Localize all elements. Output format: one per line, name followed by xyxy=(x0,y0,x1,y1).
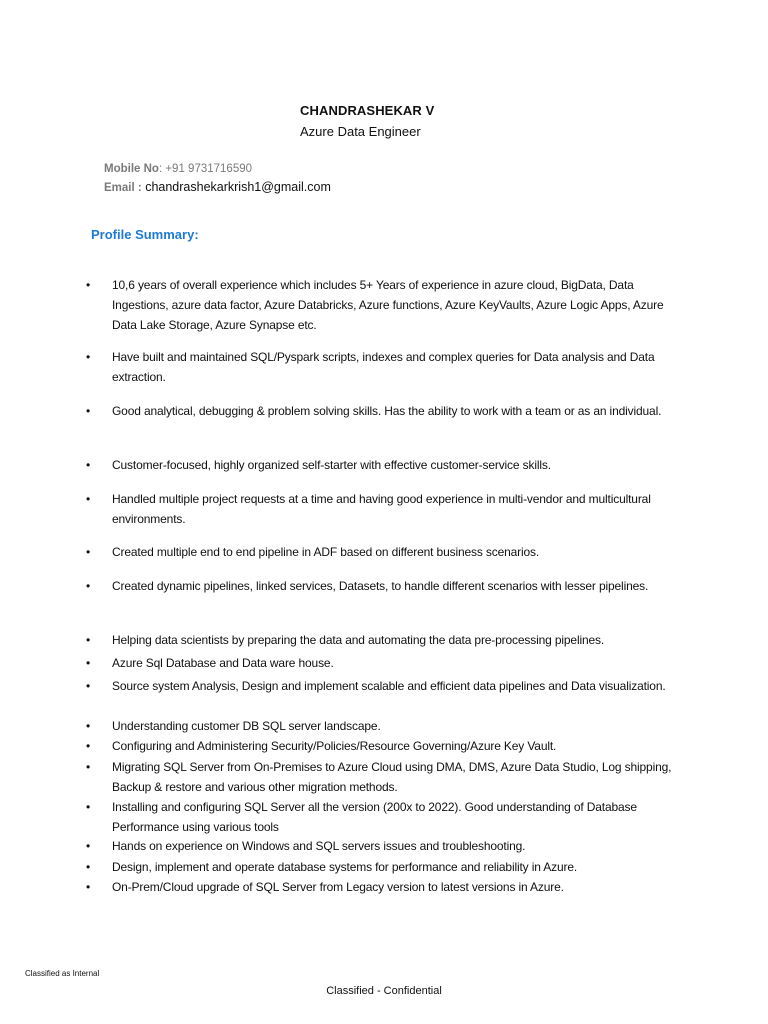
bullet-icon: • xyxy=(86,719,91,733)
list-item: • Source system Analysis, Design and implement scalable and efficient data pipelines and Data visualization. xyxy=(86,676,686,696)
list-item: • Have built and maintained SQL/Pyspark scripts, indexes and complex queries for Data analysis and Data extraction. xyxy=(86,347,686,387)
list-item: • 10,6 years of overall experience which includes 5+ Years of experience in azure cloud, BigData, Data Ingestions, azure data factor, Azure Databricks, Azure functions, Azure KeyVaults, Azure Logic Apps, Azure Data Lake Storage, Azure Synapse etc. xyxy=(86,275,686,335)
bullet-icon: • xyxy=(86,679,91,693)
bullet-icon: • xyxy=(86,739,91,753)
job-title: Azure Data Engineer xyxy=(300,124,421,139)
list-item: • Created multiple end to end pipeline in ADF based on different business scenarios. xyxy=(86,542,686,562)
email-label: Email : xyxy=(104,182,142,194)
bullet-icon: • xyxy=(86,633,91,647)
bullet-icon: • xyxy=(86,656,91,670)
list-item: • Created dynamic pipelines, linked services, Datasets, to handle different scenarios with lesser pipelines. xyxy=(86,576,686,596)
bullet-icon: • xyxy=(86,800,91,814)
list-item: • Understanding customer DB SQL server landscape. xyxy=(86,716,686,736)
bullet-icon: • xyxy=(86,760,91,774)
list-item: • Handled multiple project requests at a time and having good experience in multi-vendor and multicultural environments. xyxy=(86,489,686,529)
bullet-icon: • xyxy=(86,545,91,559)
classification-footer: Classified - Confidential xyxy=(326,985,442,997)
list-item: • Customer-focused, highly organized self-starter with effective customer-service skills. xyxy=(86,455,686,475)
list-item: • Design, implement and operate database systems for performance and reliability in Azure. xyxy=(86,857,686,877)
bullet-icon: • xyxy=(86,839,91,853)
list-item: • Hands on experience on Windows and SQL servers issues and troubleshooting. xyxy=(86,836,686,856)
classification-label-small: Classified as Internal xyxy=(25,969,100,978)
bullet-icon: • xyxy=(86,404,91,418)
candidate-name: CHANDRASHEKAR V xyxy=(300,103,435,118)
list-item: • Migrating SQL Server from On-Premises to Azure Cloud using DMA, DMS, Azure Data Studio, Log shipping, Backup & restore and various other migration methods. xyxy=(86,757,686,797)
email-address: chandrashekarkrish1@gmail.com xyxy=(141,180,331,194)
bullet-icon: • xyxy=(86,492,91,506)
bullet-icon: • xyxy=(86,458,91,472)
list-item: • Azure Sql Database and Data ware house. xyxy=(86,653,686,673)
mobile-line xyxy=(104,163,252,175)
list-item: • Helping data scientists by preparing the data and automating the data pre-processing pipelines. xyxy=(86,630,686,650)
mobile-number: : +91 9731716590 xyxy=(158,163,253,175)
list-item: • Good analytical, debugging & problem solving skills. Has the ability to work with a team or as an individual. xyxy=(86,401,686,421)
bullet-icon: • xyxy=(86,278,91,292)
bullet-icon: • xyxy=(86,350,91,364)
list-item: • On-Prem/Cloud upgrade of SQL Server from Legacy version to latest versions in Azure. xyxy=(86,877,686,897)
bullet-icon: • xyxy=(86,579,91,593)
list-item: • Installing and configuring SQL Server all the version (200x to 2022). Good understanding of Database Performance using various tools xyxy=(86,797,686,837)
bullet-icon: • xyxy=(86,880,91,894)
list-item: • Configuring and Administering Security/Policies/Resource Governing/Azure Key Vault. xyxy=(86,736,686,756)
email-line xyxy=(104,180,331,194)
profile-summary-heading: Profile Summary: xyxy=(91,227,199,242)
mobile-label: Mobile No xyxy=(104,163,159,175)
bullet-icon: • xyxy=(86,860,91,874)
